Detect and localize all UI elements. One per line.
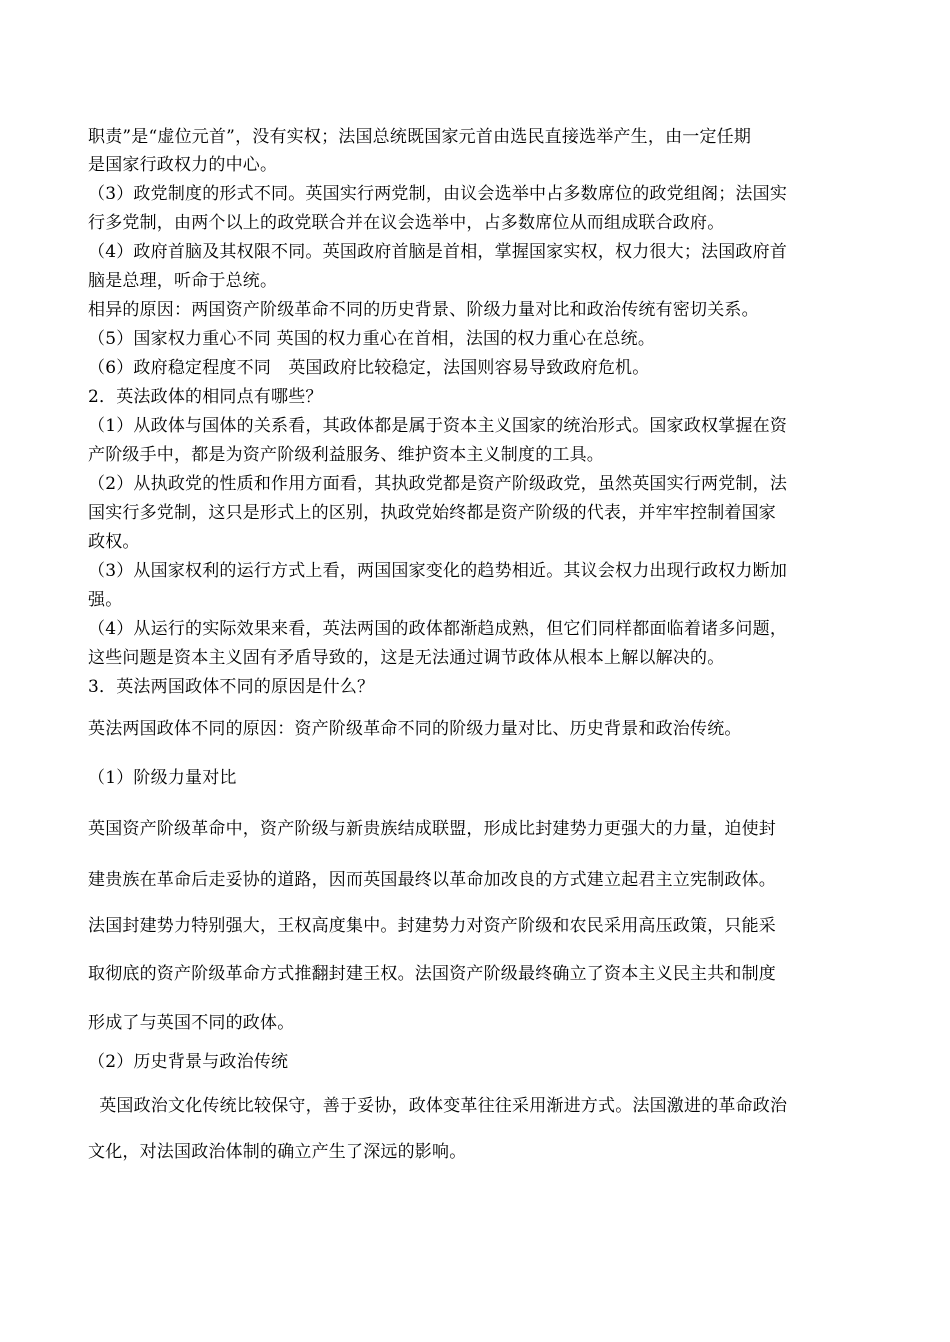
text-line: 建贵族在革命后走妥协的道路，因而英国最终以革命加改良的方式建立起君主立宪制政体。: [88, 870, 776, 890]
text-line: 产阶级手中，都是为资产阶级利益服务、维护资本主义制度的工具。: [88, 445, 604, 465]
text-line: 这些问题是资本主义固有矛盾导致的，这是无法通过调节政体从根本上解以解决的。: [88, 648, 725, 668]
text-line: 是国家行政权力的中心。: [88, 155, 278, 175]
text-line: （2）从执政党的性质和作用方面看，其执政党都是资产阶级政党，虽然英国实行两党制，法: [88, 474, 788, 494]
text-line: 英国资产阶级革命中，资产阶级与新贵族结成联盟，形成比封建势力更强大的力量，迫使封: [88, 819, 776, 839]
text-line: （4）从运行的实际效果来看，英法两国的政体都渐趋成熟，但它们同样都面临着诸多问题，: [88, 619, 788, 639]
text-line: （4）政府首脑及其权限不同。英国政府首脑是首相，掌握国家实权，权力很大；法国政府首: [88, 242, 788, 262]
text-line: 强。: [88, 590, 123, 610]
text-line: 相异的原因：两国资产阶级革命不同的历史背景、阶级力量对比和政治传统有密切关系。: [88, 300, 759, 320]
subheading: （2）历史背景与政治传统: [88, 1052, 289, 1072]
text-line: （3）政党制度的形式不同。英国实行两党制，由议会选举中占多数席位的政党组阁；法国实: [88, 184, 788, 204]
text-line: 国实行多党制，这只是形式上的区别，执政党始终都是资产阶级的代表，并牢牢控制着国家: [88, 503, 776, 523]
question-heading: 3．英法两国政体不同的原因是什么？: [88, 677, 375, 697]
text-line: （5）国家权力重心不同 英国的权力重心在首相，法国的权力重心在总统。: [88, 329, 656, 349]
text-line: 英法两国政体不同的原因：资产阶级革命不同的阶级力量对比、历史背景和政治传统。: [88, 719, 742, 739]
text-line: 法国封建势力特别强大，王权高度集中。封建势力对资产阶级和农民采用高压政策，只能采: [88, 916, 776, 936]
question-heading: 2．英法政体的相同点有哪些？: [88, 387, 323, 407]
text-line: （3）从国家权利的运行方式上看，两国国家变化的趋势相近。其议会权力出现行政权力断加: [88, 561, 788, 581]
text-line: 行多党制，由两个以上的政党联合并在议会选举中，占多数席位从而组成联合政府。: [88, 213, 725, 233]
text-line: 政权。: [88, 532, 140, 552]
text-line: 形成了与英国不同的政体。: [88, 1013, 295, 1033]
subheading: （1）阶级力量对比: [88, 768, 237, 788]
text-line: 文化，对法国政治体制的确立产生了深远的影响。: [88, 1142, 467, 1162]
text-line: 职责”是“虚位元首”，没有实权；法国总统既国家元首由选民直接选举产生，由一定任期: [88, 127, 752, 147]
text-line: 英国政治文化传统比较保守，善于妥协，政体变革往往采用渐进方式。法国激进的革命政治: [88, 1096, 788, 1116]
text-line: （6）政府稳定程度不同 英国政府比较稳定，法国则容易导致政府危机。: [88, 358, 650, 378]
text-line: 脑是总理，听命于总统。: [88, 271, 278, 291]
text-line: 取彻底的资产阶级革命方式推翻封建王权。法国资产阶级最终确立了资本主义民主共和制度: [88, 964, 776, 984]
text-line: （1）从政体与国体的关系看，其政体都是属于资本主义国家的统治形式。国家政权掌握在资: [88, 416, 788, 436]
